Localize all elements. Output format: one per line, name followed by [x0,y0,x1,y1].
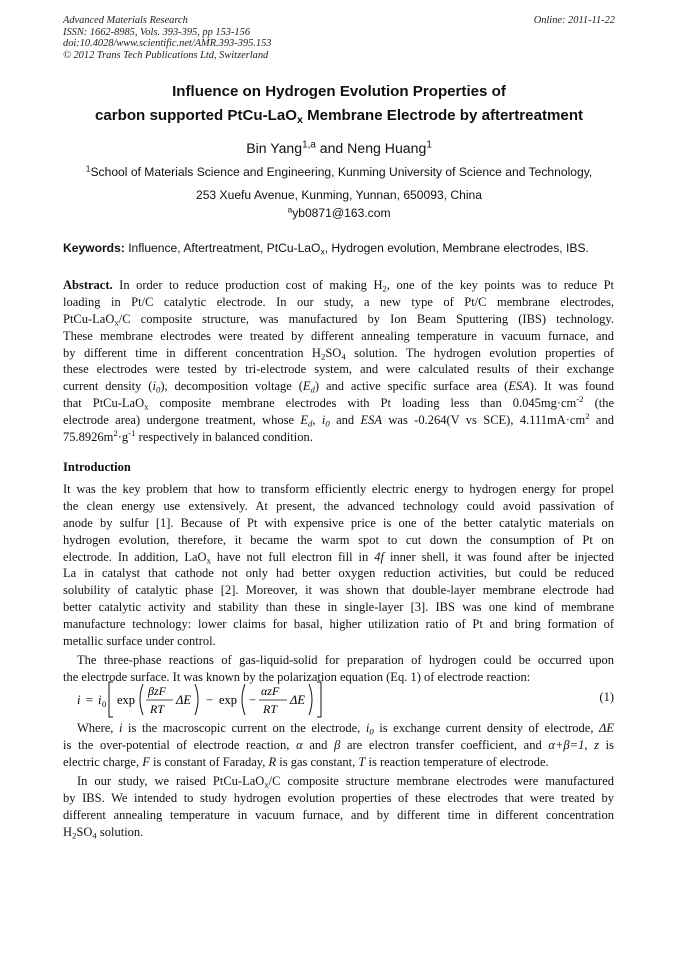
affiliation-line-1: $^1$School of Materials Science and Engineering, Kunming University of Science and Technology, [85,163,593,179]
svg-text:ΔE: ΔE [176,693,191,707]
journal-header [63,15,615,61]
introduction-paragraph-3: Where, i is the macroscopic current on the electrode, $i_0$ is exchange current density of electrode, ΔE is the over-potential of electrode reaction, α and β are electron transfer coefficient, and α+β=1, z is electric charge, F is constant of Faraday, R is gas constant, T is reaction temperature of electrode. [63,721,614,769]
svg-text:βzF: βzF [148,684,166,698]
journal-name: Advanced Materials Research [63,15,188,26]
author-1: Bin Yang [246,140,303,156]
introduction-paragraph-1: It was the key problem that how to transform efficiently electric energy to hydrogen energy for propel the clean energy use extensively. At present, the advanced technology could avoid passivation of anode by sulfur [1]. Because of Pt with expensive price is one of the better catalytic materials on hydrogen evolution, therefore, it became the warm spot to cut down the consumption of Pt on electrode. In addition, LaO$_x$ have not full electron fill in 4f inner shell, it was found after be injected La in catalyst that cathode not only had better oxygen reduction activities, but could be reduced solubility of catalytic phase [2]. Moreover, it was shown that double-layer membrane electrode had better catalytic activity and stability than these in single-layer [3]. IBS was one kind of membrane manufacture technology: lower claims for basal, higher utilization ratio of Pt and bring formation of metallic surface under control. [63,482,614,649]
equation-1 [63,680,614,720]
svg-text:exp: exp [117,693,136,707]
section-heading-introduction: Introduction [63,460,131,474]
authors: Bin Yang$^{1,a}$ and Neng Huang$^1$ [246,139,432,156]
keywords-label: Keywords: [63,241,125,255]
author-2: Neng Huang [347,140,427,156]
issn: ISSN: 1662-8985, Vols. 393-395, pp 153-156 [63,26,251,38]
svg-text:i: i [77,693,81,707]
introduction-paragraph-2: The three-phase reactions of gas-liquid-solid for preparation of hydrogen could be occurred upon the electrode surface. It was known by the polarization equation (Eq. 1) of electrode reaction: [63,653,614,684]
svg-text:0: 0 [102,699,107,709]
paper-title-line-1: Influence on Hydrogen Evolution Properties of [172,83,506,100]
doi: doi:10.4028/www.scientific.net/AMR.393-395.153 [63,38,272,50]
abstract-label: Abstract. [63,278,113,292]
svg-text:−: − [206,693,214,707]
introduction-paragraph-4: In our study, we raised PtCu-LaO$_x$/C composite structure membrane electrodes were manufactured by IBS. We intended to study hydrogen evolution properties of these electrodes that were treated by different annealing temperature in vacuum furnace, and by different time in different concentration $H_2SO_4$ solution. [63,774,614,841]
svg-text:−: − [249,693,257,707]
affiliation-line-2: 253 Xuefu Avenue, Kunming, Yunnan, 650093, China [195,188,482,202]
online-date: Online: 2011-11-22 [533,15,615,26]
svg-text:RT: RT [263,702,278,716]
svg-text:=: = [86,693,94,707]
abstract: Abstract. In order to reduce production cost of making $H_2$, one of the key points was to reduce Pt loading in Pt/C catalytic electrode. In our study, a new type of Pt/C membrane electrodes, PtCu-LaO$_x$/C composite structure, was manufactured by Ion Beam Sputtering (IBS) technology. These membrane electrodes were treated by different annealing temperature in vacuum furnace, and by different time in different concentration $H_2SO_4$ solution. The hydrogen evolution properties of these electrodes were tested by tri-electrode system, and were calculated results of their exchange current density $(i_0)$, decomposition voltage $(E_d)$ and active specific surface area (ESA). It was found that PtCu-LaO$_x$ composite membrane electrodes with Pt loading less than $0.045mg\cdot cm^{-2}$ (the electrode area) undergone treatment, whose $E_d$, $i_0$ and ESA was -0.264(V vs SCE), $4.111mA\cdot cm^2$ and $75.8926m^2\cdot g^{-1}$ respectively in balanced condition. [63,278,615,445]
keywords: Keywords: Influence, Aftertreatment, PtCu-LaO$_x$, Hydrogen evolution, Membrane electrodes, IBS. [63,241,589,257]
svg-text:RT: RT [150,702,165,716]
copyright: © 2012 Trans Tech Publications Ltd, Switzerland [63,49,269,61]
svg-text:ΔE: ΔE [290,693,305,707]
polarization-equation [73,680,403,720]
svg-text:i: i [98,693,102,707]
paper-title-line-2: carbon supported PtCu-LaO$_x$ Membrane Electrode by aftertreatment [94,107,584,127]
svg-text:exp: exp [219,693,238,707]
svg-text:αzF: αzF [261,684,280,698]
author-email: $^a$yb0871@163.com [287,204,391,220]
equation-number: (1) [599,690,614,704]
